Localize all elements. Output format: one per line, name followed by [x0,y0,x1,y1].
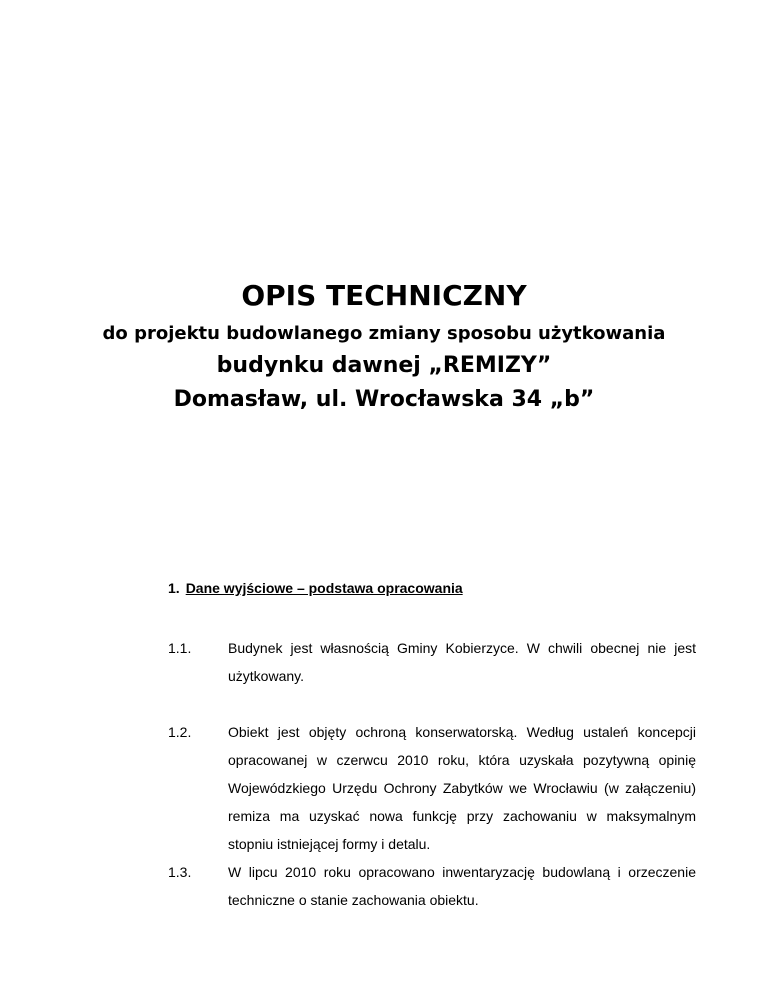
item-text: Obiekt jest objęty ochroną konserwatorską. Według ustaleń koncepcji opracowanej w czerwcu 2010 roku, która uzyskała pozytywną opinię Wojewódzkiego Urzędu Ochrony Zabytków we Wrocławiu (w załączeniu) remiza ma uzyskać nowa funkcję przy zachowaniu w maksymalnym stopniu istniejącej formy i detalu. [228,724,696,852]
document-title: OPIS TECHNICZNY [241,279,527,312]
item-text: W lipcu 2010 roku opracowano inwentaryzację budowlaną i orzeczenie techniczne o stanie zachowania obiektu. [228,864,696,908]
item-text: Budynek jest własnością Gminy Kobierzyce. W chwili obecnej nie jest użytkowany. [228,640,696,684]
list-item [168,858,696,914]
title-block [0,276,768,416]
section-heading [168,578,463,598]
building-address: Domasław, ul. Wrocławska 34 „b” [173,387,595,412]
section-title: Dane wyjściowe – podstawa opracowania [185,580,463,596]
list-item [168,634,696,690]
list-item [168,718,696,858]
item-number: 1.3. [168,864,192,880]
item-number: 1.2. [168,724,192,740]
item-number: 1.1. [168,640,192,656]
building-name: budynku dawnej „REMIZY” [216,353,552,378]
section-number: 1. [168,580,180,596]
document-subtitle: do projektu budowlanego zmiany sposobu użytkowania [102,323,666,344]
